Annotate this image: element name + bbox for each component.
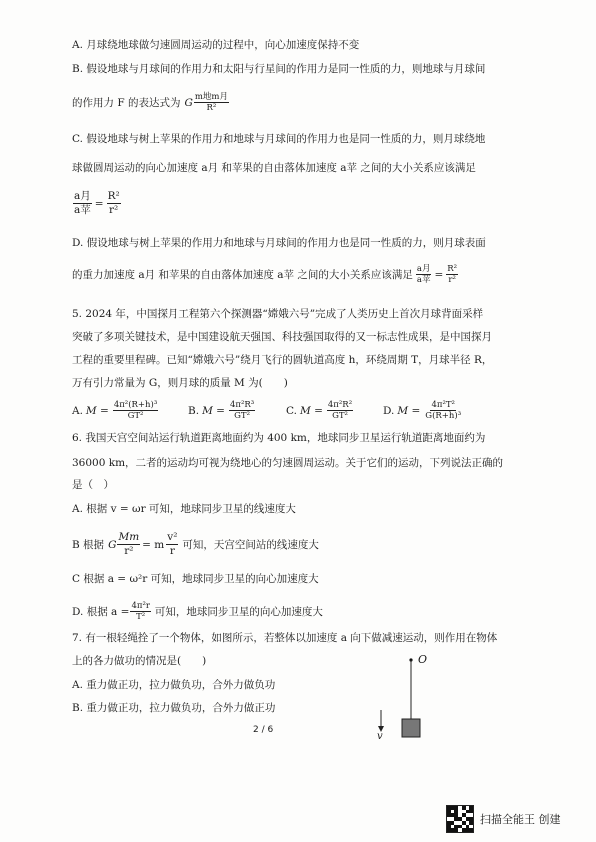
q5-option-c <box>286 400 354 421</box>
q7-option-b: B. 重力做正功，拉力做负功，合外力做正功 <box>72 702 276 714</box>
q6-option-a: A. 根据 v = ωr 可知，地球同步卫星的线速度大 <box>72 503 296 515</box>
q5-option-a-den: GT² <box>127 411 144 421</box>
q5-option-a-lhs: M = <box>85 404 109 417</box>
q4-option-b-text: 的作用力 F 的表达式为 <box>72 96 181 109</box>
q5-option-c-lhs: M = <box>300 404 323 417</box>
q4-option-d-text: 的重力加速度 a月 和苹果的自由落体加速度 a苹 之间的大小关系应该满足 <box>72 268 413 281</box>
q6-option-b-post: 可知，天宫空间站的线速度大 <box>182 538 319 551</box>
q6-option-b-frac1 <box>117 531 140 558</box>
point-o-label: O <box>418 653 428 666</box>
q4-option-b-num: m地m月 <box>194 92 228 102</box>
q5-stem-line4: 万有引力常量为 G，则月球的质量 M 为( ) <box>72 377 288 389</box>
q5-option-b-den: GT² <box>234 411 250 421</box>
hanging-block <box>402 719 420 737</box>
scanner-watermark <box>446 805 561 833</box>
q4-option-c-rhs-num: R² <box>107 190 120 202</box>
q4-option-d-lhs-den: a苹 <box>416 275 431 285</box>
q6-option-d-pre: D. 根据 a = <box>72 605 130 618</box>
q5-option-a-label: A. <box>72 404 83 417</box>
q4-option-c-rhs <box>107 190 121 217</box>
q6-option-b-frac2-num: v² <box>167 531 178 543</box>
q6-option-d-den: T² <box>136 612 146 622</box>
q6-option-b <box>72 531 319 558</box>
q6-option-d-frac <box>130 601 150 622</box>
q7-figure <box>368 650 448 745</box>
q4-option-a: A. 月球绕地球做匀速圆周运动的过程中，向心加速度保持不变 <box>72 39 360 51</box>
q4-option-d-lhs-num: a月 <box>416 264 431 274</box>
q5-option-b-lhs: M = <box>202 404 225 417</box>
q5-option-b <box>188 400 256 421</box>
q4-option-b-line1: B. 假设地球与月球间的作用力和太阳与行星间的作用力是同一性质的力，则地球与月球间 <box>72 63 486 75</box>
q5-option-c-label: C. <box>286 404 297 417</box>
q6-stem-line3: 是（ ） <box>72 479 114 491</box>
q6-option-b-frac1-num: Mm <box>118 531 140 543</box>
q5-option-c-frac <box>327 400 353 421</box>
watermark-text: 扫描全能王 创建 <box>480 813 561 826</box>
q4-option-d-lhs <box>416 264 432 285</box>
q6-option-d-post: 可知，地球同步卫星的向心加速度大 <box>154 605 323 618</box>
q4-option-c-lhs-num: a月 <box>74 190 91 202</box>
q4-option-c-line1: C. 假设地球与树上苹果的作用力和地球与月球间的作用力也是同一性质的力，则月球绕地 <box>72 133 486 145</box>
q7-stem-line1: 7. 有一根轻绳拴了一个物体，如图所示，若整体以加速度 a 向下做减速运动，则作用在物体 <box>72 632 498 644</box>
q6-option-b-frac2-den: r <box>169 545 175 557</box>
qr-code-icon <box>446 805 474 833</box>
q4-option-d-line2 <box>72 264 459 285</box>
q6-stem-line1: 6. 我国天宫空间站运行轨道距离地面约为 400 km，地球同步卫星运行轨道距离地面约为 <box>72 432 486 444</box>
q6-option-d-num: 4π²r <box>131 601 150 611</box>
q6-stem-line2: 36000 km，二者的运动均可视为绕地心的匀速圆周运动。关于它们的运动，下列说法正确的 <box>72 457 504 469</box>
q4-option-d-rhs-den: r² <box>448 275 456 285</box>
q5-option-d-frac <box>424 400 462 421</box>
q5-stem-line2: 突破了多项关键技术，是中国建设航天强国、科技强国取得的又一标志性成果，是中国探月 <box>72 331 492 343</box>
q6-option-b-g: G <box>108 538 117 551</box>
q5-option-a-num: 4π²(R+h)³ <box>113 400 158 410</box>
q5-option-a-frac <box>113 400 158 421</box>
q4-option-c-rhs-den: r² <box>109 204 119 216</box>
q4-option-c-lhs <box>73 190 92 217</box>
q5-option-d <box>383 400 463 421</box>
q6-option-b-mid: = m <box>142 538 165 551</box>
q4-option-b-formula-g: G <box>184 96 193 109</box>
q5-option-d-num: 4π²T² <box>431 400 455 410</box>
q5-option-d-den: G(R+h)³ <box>425 411 462 421</box>
q4-option-d-line1: D. 假设地球与树上苹果的作用力和地球与月球间的作用力也是同一性质的力，则月球表面 <box>72 237 486 249</box>
q6-option-b-pre: B 根据 <box>72 538 105 551</box>
q5-option-c-den: GT² <box>332 411 348 421</box>
q4-option-c-lhs-den: a苹 <box>74 204 91 216</box>
equals-sign: = <box>94 197 104 210</box>
q4-option-d-rhs <box>446 264 458 285</box>
q7-stem-line2: 上的各力做功的情况是( ) <box>72 655 207 667</box>
q6-option-b-frac2 <box>166 531 178 558</box>
q5-option-d-lhs: M = <box>397 404 421 417</box>
q5-option-b-frac <box>229 400 255 421</box>
q6-option-c: C 根据 a = ω²r 可知，地球同步卫星的向心加速度大 <box>72 573 319 585</box>
q5-option-b-num: 4π²R³ <box>229 400 255 410</box>
q6-option-b-frac1-den: r² <box>124 545 134 557</box>
q7-option-a: A. 重力做正功，拉力做负功，合外力做负功 <box>72 679 276 691</box>
q5-stem-line3: 工程的重要里程碑。已知“嫦娥六号”绕月飞行的圆轨道高度 h，环绕周期 T，月球半径 R， <box>72 354 493 366</box>
q5-option-a <box>72 400 159 421</box>
equals-sign: = <box>434 268 444 281</box>
q5-option-d-label: D. <box>383 404 395 417</box>
q5-option-c-num: 4π²R² <box>327 400 353 410</box>
velocity-label: v <box>377 731 383 742</box>
q4-option-b-den: R² <box>206 103 217 113</box>
q6-option-d <box>72 601 323 622</box>
q4-option-c-line2: 球做圆周运动的向心加速度 a月 和苹果的自由落体加速度 a苹 之间的大小关系应该满足 <box>72 162 476 174</box>
q4-option-c-formula <box>72 190 122 217</box>
q4-option-d-rhs-num: R² <box>447 264 458 274</box>
page-number: 2 / 6 <box>253 725 274 735</box>
q5-stem-line1: 5. 2024 年，中国探月工程第六个探测器“嫦娥六号”完成了人类历史上首次月球背面采样 <box>72 308 484 320</box>
q4-option-b-formula <box>194 92 229 113</box>
q4-option-b-line2 <box>72 92 230 113</box>
q5-option-b-label: B. <box>188 404 200 417</box>
